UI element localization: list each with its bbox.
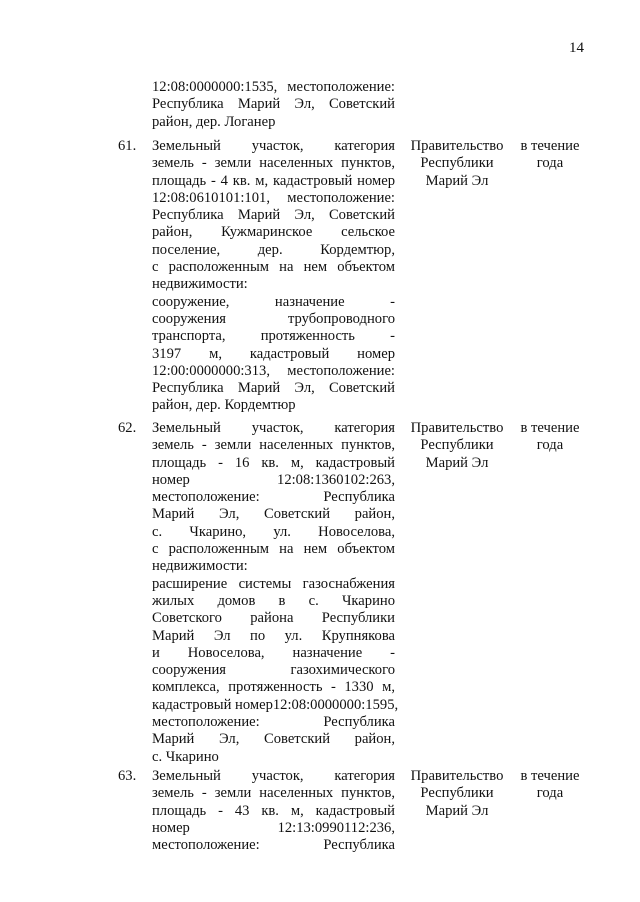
term-line: в течение [520,420,580,436]
description-line: сооружение, назначение - [152,293,395,310]
description-line: сооружения трубопроводного [152,310,395,327]
organization-line: Республики [420,785,494,802]
description-line: с. Чкарино, ул. Новоселова, [152,523,395,540]
description-line: Республика Марий Эл, Советский [152,96,395,113]
description-line: номер 12:08:1360102:263, [152,471,395,488]
description-line: местоположение: Республика [152,714,395,731]
description-line: расширение системы газоснабжения [152,575,395,592]
entry-organization [405,768,509,820]
description-line: земель - земли населенных пунктов, [152,155,395,172]
term-line: в течение [520,138,580,154]
entry-term [512,768,588,803]
description-line: площадь - 4 кв. м, кадастровый номер [152,172,395,189]
entry-description [152,768,395,854]
description-line: 3197 м, кадастровый номер [152,345,395,362]
description-line: площадь - 43 кв. м, кадастровый [152,802,395,819]
description-line: земель - земли населенных пунктов, [152,437,395,454]
description-line: местоположение: Республика [152,837,395,854]
page-number: 14 [569,40,584,56]
description-line: с расположенным на нем объектом [152,259,395,276]
description-line: сооружения газохимического [152,662,395,679]
description-line: район, дер. Логанер [152,113,276,130]
organization-line: Правительство [410,420,504,436]
description-line: Марий Эл, Советский район, [152,506,395,523]
description-line: Земельный участок, категория [152,768,395,784]
description-line: 12:08:0610101:101, местоположение: [152,189,395,206]
entry-description [152,420,399,766]
description-line: комплекса, протяженность - 1330 м, [152,679,395,696]
organization-line: Республики [420,155,494,172]
entry-number: 62. [118,420,137,436]
description-line: Марий Эл по ул. Крупнякова [152,627,395,644]
description-line: площадь - 16 кв. м, кадастровый [152,454,395,471]
description-line: Республика Марий Эл, Советский [152,380,395,397]
description-line: район, Кужмаринское сельское [152,224,395,241]
description-line: недвижимости: [152,558,248,575]
description-line: Советского района Республики [152,610,395,627]
description-line: Республика Марий Эл, Советский [152,207,395,224]
description-line: Марий Эл, Советский район, [152,731,395,748]
description-line: Земельный участок, категория [152,138,395,154]
organization-line: Республики [420,437,494,454]
term-line: года [536,155,564,172]
description-line: недвижимости: [152,276,248,293]
description-line: район, дер. Кордемтюр [152,397,296,414]
entry-number: 63. [118,768,137,784]
entry-term [512,420,588,455]
organization-line: Марий Эл [425,802,489,819]
description-line: 12:00:0000000:313, местоположение: [152,362,395,379]
description-line: Земельный участок, категория [152,420,395,436]
entry-organization [405,138,509,190]
description-line: 12:08:0000000:1535, местоположение: [152,79,395,95]
term-line: года [536,437,564,454]
entry-description [152,138,395,415]
description-line: транспорта, протяженность - [152,328,395,345]
organization-line: Марий Эл [425,172,489,189]
description-line: поселение, дер. Кордемтюр, [152,241,395,258]
term-line: в течение [520,768,580,784]
description-line: кадастровый номер12:08:0000000:1595, [152,696,399,713]
term-line: года [536,785,564,802]
description-line: с. Чкарино [152,748,219,765]
description-line: и Новоселова, назначение - [152,644,395,661]
description-line: номер 12:13:0990112:236, [152,819,395,836]
description-line: жилых домов в с. Чкарино [152,592,395,609]
organization-line: Правительство [410,768,504,784]
entry-organization [405,420,509,472]
description-line: с расположенным на нем объектом [152,541,395,558]
description-line: местоположение: Республика [152,489,395,506]
continuation-description [152,79,395,131]
organization-line: Марий Эл [425,454,489,471]
organization-line: Правительство [410,138,504,154]
description-line: земель - земли населенных пунктов, [152,785,395,802]
entry-number: 61. [118,138,137,154]
entry-term [512,138,588,173]
